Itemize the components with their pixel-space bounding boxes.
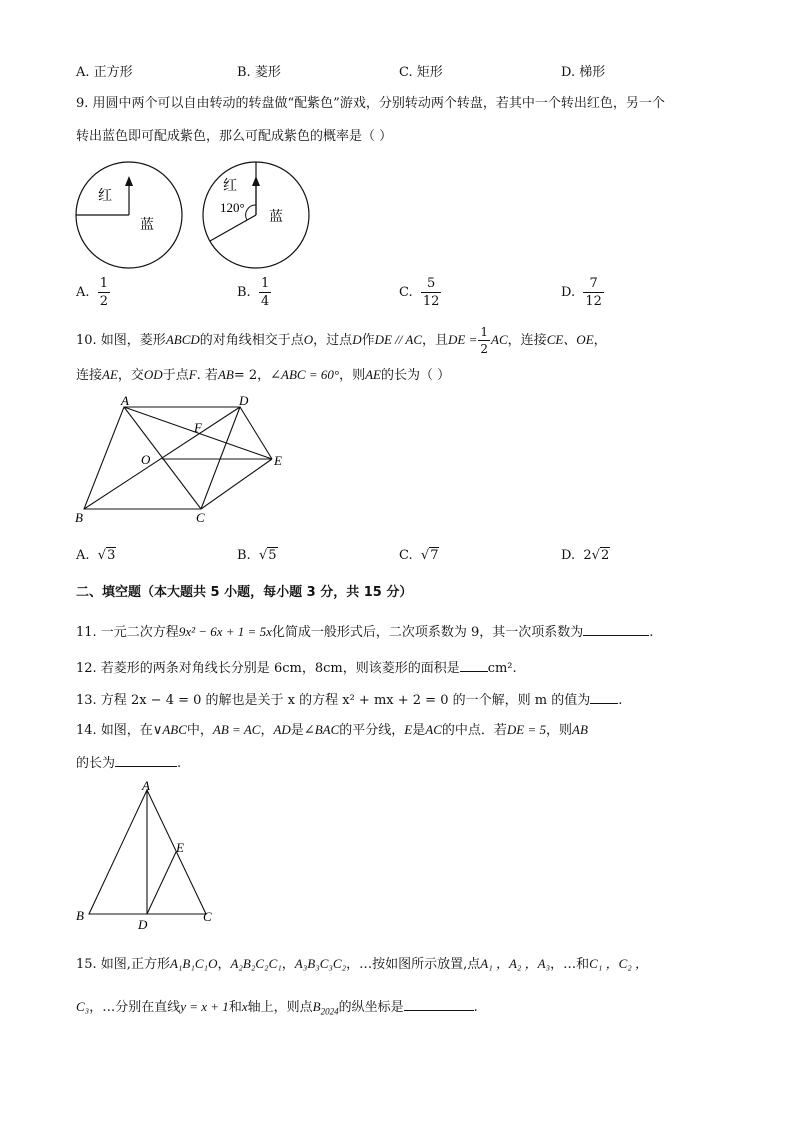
q9-spinner-figure	[70, 158, 320, 274]
fraction-numerator: 1	[99, 276, 109, 291]
fraction-denominator: 4	[260, 294, 270, 309]
q10-label-b: B	[75, 510, 83, 525]
q10-l2f: ，则	[339, 368, 366, 383]
q14-label-a: A	[142, 778, 150, 793]
q14-answer-blank[interactable]	[115, 754, 177, 767]
q11-equation: 9x² − 6x + 1 = 5x	[178, 624, 272, 639]
q15-sep2: ，	[281, 957, 295, 972]
q10-l2c: 于点	[162, 368, 189, 383]
q14-de5: DE = 5	[506, 722, 546, 737]
q10-option-d-coef: 2	[583, 548, 592, 563]
fraction-denominator: 2	[480, 342, 489, 356]
fraction-denominator: 2	[99, 294, 109, 309]
q10-ab: AB	[217, 367, 234, 382]
q10-text-line1	[76, 326, 607, 355]
q11-text	[76, 623, 653, 639]
q10-od: OD	[143, 367, 163, 382]
q10-t5: ，连接	[507, 333, 547, 348]
q14-label-c: C	[203, 909, 212, 924]
q14-e: E	[404, 722, 413, 737]
q9-text-line1: 9. 用圆中两个可以自由转动的转盘做“配紫色”游戏，分别转动两个转盘，若其中一个转出红色，另一个	[76, 96, 665, 111]
q10-label-e: E	[274, 453, 282, 468]
q10-option-d-radicand: 2	[600, 548, 610, 563]
q10-l2b: ，交	[117, 368, 144, 383]
q10-de-eq: DE =	[448, 332, 478, 347]
q13-answer-blank[interactable]	[590, 691, 618, 704]
q10-l2e: ，	[257, 368, 271, 383]
q10-option-d-letter: D.	[561, 548, 576, 563]
fraction-numerator: 5	[421, 277, 442, 293]
q9-option-b	[237, 277, 271, 308]
q14-t1: 中，	[186, 723, 213, 738]
q10-option-b	[237, 549, 278, 562]
q14-label-e: E	[176, 840, 184, 855]
q9-option-d	[561, 277, 604, 308]
section-2-title: 二、填空题（本大题共 5 小题，每小题 3 分，共 15 分）	[76, 585, 413, 600]
sqrt-icon: √	[97, 548, 107, 563]
spinner-2-angle-label: 120°	[220, 200, 245, 215]
q10-rhombus-figure	[70, 395, 300, 530]
q10-t2: ，过点	[313, 333, 353, 348]
q10-t3: 作	[361, 333, 375, 348]
q10-label-a: A	[121, 395, 129, 408]
q14-triangle-figure	[70, 778, 230, 933]
q10-de-parallel: DE // AC	[374, 332, 423, 347]
q9-option-c-fraction	[421, 277, 442, 308]
q15-square-3: A₃B₃C₃C₂	[294, 956, 347, 971]
q10-ae2: AE	[365, 367, 381, 382]
q10-abcd: ABCD	[165, 332, 200, 347]
q15-points-a: A₁ ，A₂ ，A₃	[480, 956, 551, 971]
q10-ab-val: = 2	[233, 368, 258, 383]
q15-text-line2	[76, 998, 478, 1017]
q10-option-a-radicand: 3	[107, 548, 116, 563]
q10-option-a	[76, 549, 116, 562]
q14-ab: AB	[572, 722, 588, 737]
q9-option-c-letter: C.	[399, 285, 413, 300]
fraction-denominator: 12	[585, 294, 602, 309]
q14-t2: ，	[260, 723, 274, 738]
fraction-numerator: 1	[480, 325, 489, 339]
q10-o: O	[303, 332, 314, 347]
q10-l2a: 连接	[76, 368, 103, 383]
q15-l2e: 的纵坐标是	[338, 1000, 404, 1015]
q14-ad: AD	[273, 722, 291, 737]
sqrt-icon: √	[420, 548, 430, 563]
q9-option-d-fraction	[583, 277, 604, 308]
q10-option-c-letter: C.	[399, 548, 413, 563]
q14-ab-ac: AB = AC	[212, 722, 261, 737]
q10-t4: ，且	[422, 333, 449, 348]
q9-option-a	[76, 277, 110, 308]
q14-line2: 的长为	[76, 756, 116, 771]
q12-text	[76, 659, 517, 675]
fraction-denominator: 12	[422, 294, 440, 309]
q15-b: B	[312, 999, 321, 1014]
q15-points-c: C₁ ，C₂ ，	[589, 956, 649, 971]
q12-body: 12. 若菱形的两条对角线长分别是 6cm，8cm，则该菱形的面积是	[76, 661, 460, 676]
q14-end: .	[177, 756, 182, 771]
q15-l2c: 和	[228, 1000, 242, 1015]
q10-ce-oe: CE、OE	[546, 332, 594, 347]
q10-label-c: C	[196, 510, 205, 525]
q10-option-b-radicand: 5	[268, 548, 277, 563]
q9-text-line2: 转出蓝色即可配成紫色，那么可配成紫色的概率是（ ）	[76, 129, 393, 144]
q10-f: F	[188, 367, 197, 382]
q15-t2: ，…和	[550, 957, 590, 972]
q12-answer-blank[interactable]	[460, 659, 488, 672]
q10-option-b-letter: B.	[237, 548, 251, 563]
q8-option-d: D. 梯形	[561, 65, 606, 80]
q15-sep1: ，	[217, 957, 231, 972]
q15-end: .	[473, 1000, 478, 1015]
q14-label-d: D	[138, 917, 148, 932]
q13-end: .	[618, 693, 623, 708]
q10-label-d: D	[239, 395, 249, 408]
q14-label-b: B	[76, 908, 84, 923]
spinner-2	[203, 162, 309, 268]
q15-t1: ，…按如图所示放置,点	[346, 957, 481, 972]
q13-text	[76, 691, 622, 707]
q14-triangle: ∨ABC	[152, 722, 187, 737]
q10-t1: 的对角线相交于点	[199, 333, 304, 348]
spinner-2-blue-label: 蓝	[269, 210, 283, 225]
q9-option-d-letter: D.	[561, 285, 576, 300]
q15-prefix: 15. 如图,正方形	[76, 957, 170, 972]
q14-ac: AC	[425, 722, 442, 737]
q10-ae: AE	[102, 367, 118, 382]
q14-t6: 的中点．若	[441, 723, 507, 738]
q10-half-fraction	[478, 326, 490, 355]
q10-l2g: 的长为（ ）	[380, 368, 451, 383]
q8-option-c: C. 矩形	[399, 65, 443, 80]
q9-option-a-fraction	[98, 277, 110, 308]
q14-text-line1	[76, 723, 588, 737]
q14-t7: ，则	[546, 723, 573, 738]
spinner-1-blue-label: 蓝	[140, 218, 154, 233]
q15-square-2: A₂B₂C₂C₁	[230, 956, 282, 971]
q10-option-d	[561, 549, 610, 562]
fraction-numerator: 7	[583, 277, 604, 293]
q14-t5: 是	[412, 723, 426, 738]
q8-option-a: A. 正方形	[76, 65, 133, 80]
sqrt-icon: √	[258, 548, 268, 563]
q11-prefix: 11. 一元二次方程	[76, 625, 179, 640]
fraction-numerator: 1	[260, 276, 270, 291]
q14-t3: 是	[290, 723, 304, 738]
q14-text-line2	[76, 754, 181, 770]
spinner-1	[76, 162, 182, 268]
sqrt-icon: √	[591, 548, 600, 563]
spinner-1-red-label: 红	[98, 189, 112, 204]
q14-bac: ∠BAC	[303, 722, 340, 737]
q10-ac: AC	[491, 332, 508, 347]
q15-b-sub: 2024	[320, 1006, 339, 1017]
q11-end: .	[649, 625, 654, 640]
spinner-2-red-label: 红	[223, 179, 237, 194]
q13-body: 13. 方程 2x − 4 = 0 的解也是关于 x 的方程 x² + mx + 2 = 0 的一个解，则 m 的值为	[76, 693, 591, 708]
q9-option-b-fraction	[259, 277, 271, 308]
q9-option-a-letter: A.	[76, 285, 90, 300]
q10-text-line2	[76, 368, 450, 382]
q10-option-c	[399, 549, 439, 562]
q10-prefix: 10. 如图，菱形	[76, 333, 166, 348]
q15-x: x	[241, 999, 248, 1014]
q12-unit: cm².	[487, 661, 517, 676]
q10-angle: ∠ABC = 60°	[270, 367, 340, 382]
q15-c3: C₃	[76, 999, 90, 1014]
q15-l2b: ，…分别在直线	[89, 1000, 181, 1015]
q10-label-o: O	[141, 452, 151, 467]
q15-square-1: A₁B₁C₁O	[169, 956, 218, 971]
q10-l2d: . 若	[196, 368, 218, 383]
q11-suffix: 化简成一般形式后，二次项系数为 9，其一次项系数为	[271, 625, 584, 640]
q11-answer-blank[interactable]	[583, 623, 649, 636]
q10-option-c-radicand: 7	[430, 548, 439, 563]
q10-option-a-letter: A.	[76, 548, 90, 563]
q15-line-eq: y = x + 1	[180, 999, 229, 1014]
q14-prefix: 14. 如图，在	[76, 723, 153, 738]
q10-t6: ，	[593, 333, 607, 348]
q10-d: D	[352, 332, 362, 347]
q8-option-b: B. 菱形	[237, 65, 281, 80]
q10-label-f: F	[194, 420, 202, 435]
q15-answer-blank[interactable]	[404, 998, 474, 1011]
q15-text-line1	[76, 957, 648, 971]
q9-option-c	[399, 277, 441, 308]
q9-option-b-letter: B.	[237, 285, 251, 300]
q15-l2d: 轴上，则点	[247, 1000, 313, 1015]
q14-t4: 的平分线，	[339, 723, 405, 738]
